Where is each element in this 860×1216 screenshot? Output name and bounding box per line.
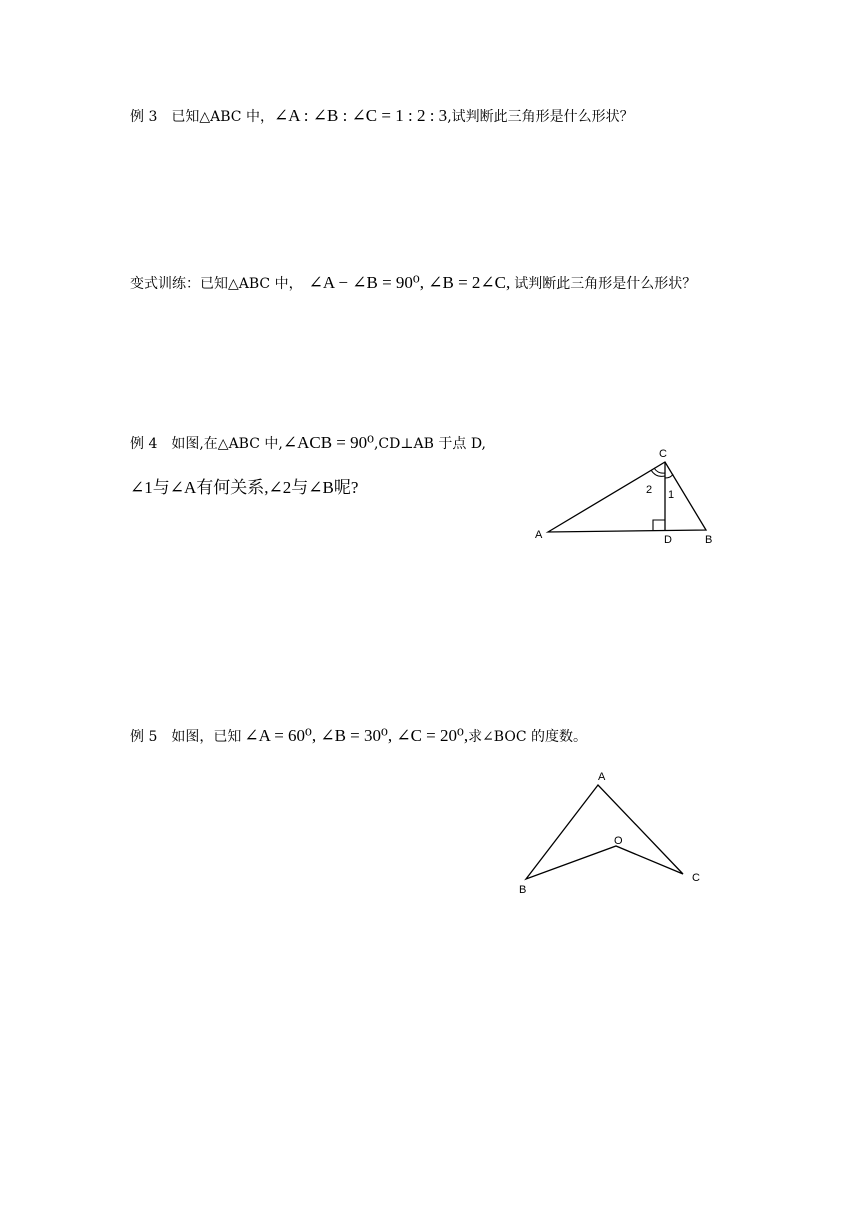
example-5-formula: ∠A = 60⁰, ∠B = 30⁰, ∠C = 20⁰,: [244, 726, 469, 745]
concave-quadrilateral-abco: [526, 785, 683, 879]
variant-training-line: [130, 274, 696, 293]
example-5-text-end: 求∠BOC 的度数。: [468, 729, 587, 745]
example-4-number: 例 4: [130, 436, 158, 452]
example-3-formula: ∠A : ∠B : ∠C = 1 : 2 : 3: [273, 106, 448, 125]
label-a: A: [598, 771, 606, 783]
example-4-text-end: ,CD⊥AB 于点 D,: [373, 436, 486, 452]
example-5-figure: [510, 765, 710, 900]
label-d: D: [664, 534, 672, 546]
variant-text-start: 变式训练：已知△ABC 中，: [130, 276, 303, 292]
example-5-number: 例 5: [130, 729, 158, 745]
label-a: A: [535, 529, 543, 541]
label-b: B: [705, 534, 713, 546]
label-b: B: [519, 884, 527, 896]
triangle-abc: [548, 462, 706, 532]
example-5-text-start: 如图，已知: [171, 729, 242, 745]
label-angle-1: 1: [668, 489, 675, 501]
example-3-text-start: 已知△ABC 中，: [171, 109, 274, 125]
angle-2-arc-inner: [654, 468, 665, 473]
label-angle-2: 2: [646, 484, 653, 496]
label-c: C: [659, 448, 667, 460]
example-3-number: 例 3: [130, 109, 158, 125]
variant-formula: ∠A − ∠B = 90⁰, ∠B = 2∠C,: [308, 273, 511, 292]
example-4-line: [130, 434, 486, 453]
angle-1-arc: [665, 474, 673, 478]
variant-text-end: 试判断此三角形是什么形状？: [514, 276, 697, 292]
example-4-text-start: 如图,在△ABC 中,: [171, 436, 283, 452]
right-angle-mark: [653, 520, 665, 531]
label-c: C: [692, 872, 700, 884]
example-5-line: [130, 727, 587, 746]
example-4-formula: ∠ACB = 90⁰: [282, 433, 374, 452]
label-o: O: [614, 835, 623, 847]
example-4-figure: [525, 440, 725, 550]
example-3-text-end: ,试判断此三角形是什么形状？: [447, 109, 634, 125]
example-3-line: [130, 107, 634, 126]
example-4-question: ∠1与∠A有何关系,∠2与∠B呢?: [130, 478, 359, 497]
